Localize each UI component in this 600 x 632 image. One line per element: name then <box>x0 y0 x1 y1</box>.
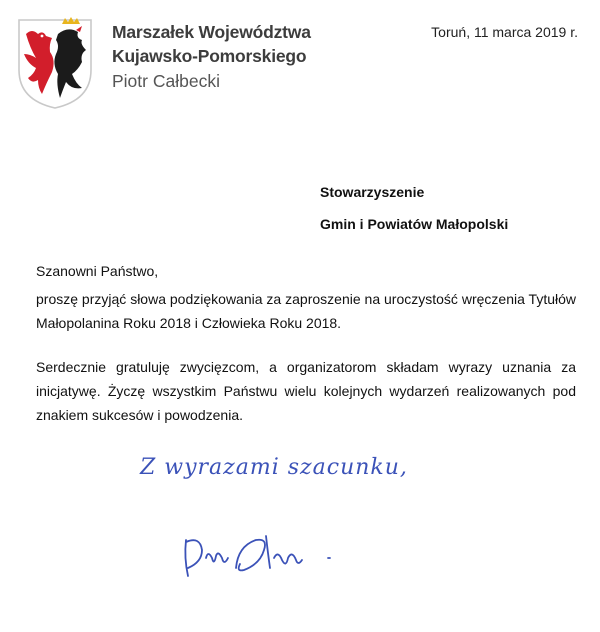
greeting: Szanowni Państwo, <box>36 263 159 279</box>
sender-office-line1: Marszałek Województwa <box>112 22 311 42</box>
letter-body <box>36 259 576 427</box>
sender-block <box>112 20 311 94</box>
sender-office-line2: Kujawsko-Pomorskiego <box>112 46 307 66</box>
recipient-line1: Stowarzyszenie <box>320 184 425 200</box>
handwritten-closing: Z wyrazami szacunku, <box>140 455 408 480</box>
coat-of-arms-icon <box>16 14 94 110</box>
recipient-line2: Gmin i Powiatów Małopolski <box>320 216 509 232</box>
handwritten-signature-icon <box>178 528 348 583</box>
letter-date: Toruń, 11 marca 2019 r. <box>431 24 578 40</box>
paragraph-thanks: proszę przyjąć słowa podziękowania za zaproszenie na uroczystość wręczenia Tytułów Małopolanina Roku 2018 i Człowieka Roku 2018. <box>36 291 576 331</box>
paragraph-congratulations: Serdecznie gratuluję zwycięzcom, a organizatorom składam wyrazy uznania za inicjatywę. Życzę wszystkim Państwu wielu kolejnych wydarzeń realizowanych pod znakiem sukcesów i powodzenia. <box>36 359 576 423</box>
sender-name: Piotr Całbecki <box>112 71 220 91</box>
recipient-block <box>320 178 508 238</box>
